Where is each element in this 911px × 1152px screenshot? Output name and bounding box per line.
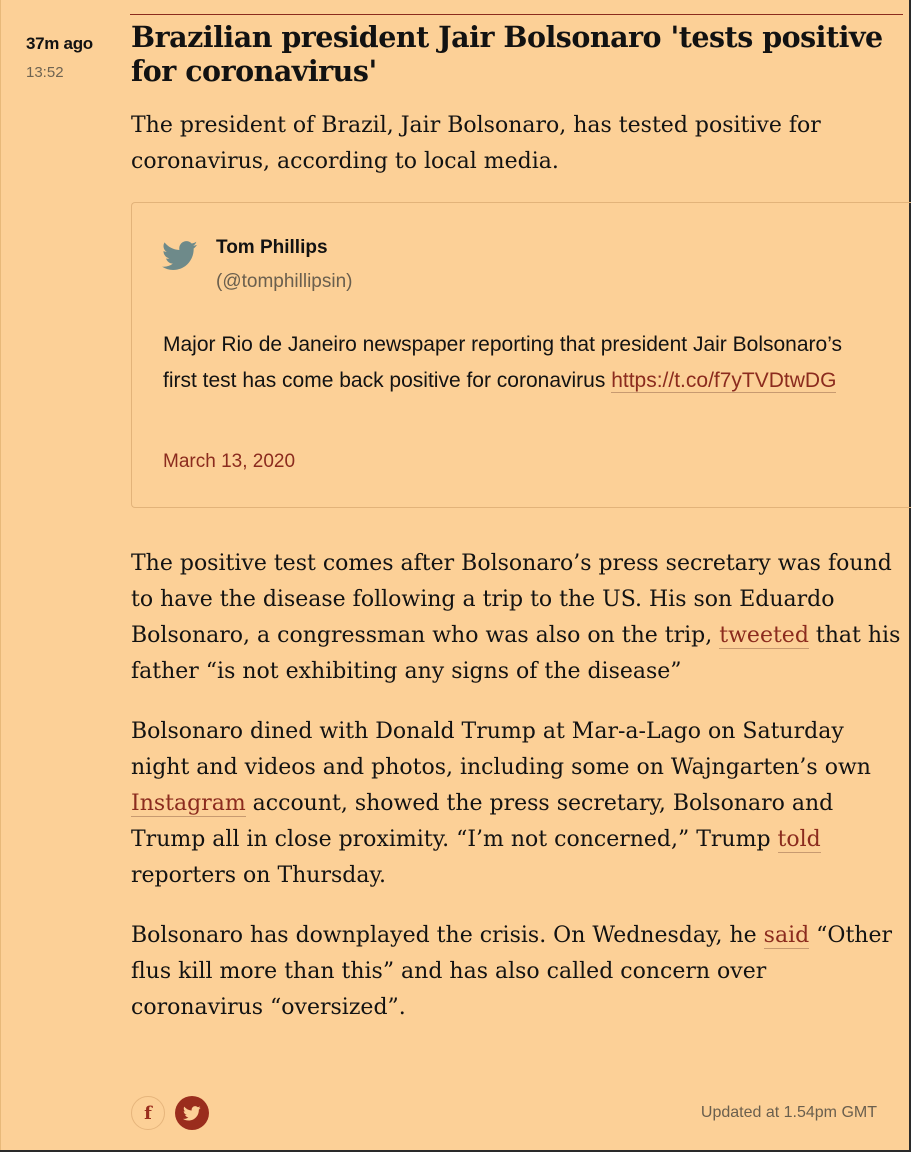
instagram-link[interactable]: Instagram <box>131 791 246 816</box>
twitter-share-icon <box>183 1106 201 1121</box>
paragraph-1-text-b: that his father “is not exhibiting any signs of the disease” <box>131 623 901 684</box>
entry-timestamp[interactable]: 13:52 <box>26 64 64 81</box>
facebook-icon: f <box>144 1102 152 1124</box>
paragraph-3-text-a: Bolsonaro has downplayed the crisis. On Wednesday, he <box>131 923 764 948</box>
tweet-body: Major Rio de Janeiro newspaper reporting that president Jair Bolsonaro’s first test has come back positive for coronavirus <box>163 333 842 392</box>
tweet-link[interactable]: https://t.co/f7yTVDtwDG <box>611 369 837 392</box>
twitter-bird-icon <box>162 241 198 271</box>
entry-footer <box>131 1096 877 1132</box>
updated-timestamp: Updated at 1.54pm GMT <box>700 1104 877 1121</box>
tweet-author-handle[interactable]: (@tomphillipsin) <box>216 271 353 292</box>
entry-divider <box>130 14 903 15</box>
embedded-tweet[interactable] <box>131 202 911 508</box>
paragraph-1-text-a: The positive test comes after Bolsonaro’s press secretary was found to have the disease following a trip to the US. His son Eduardo Bolsonaro, a congressman who was also on the trip, <box>131 551 892 648</box>
said-link[interactable]: said <box>763 923 810 948</box>
paragraph-3-text-b: “Other flus kill more than this” and has also called concern over coronavirus “oversized”. <box>131 923 893 1020</box>
share-twitter-button[interactable] <box>175 1096 209 1130</box>
paragraph-2-text-a: Bolsonaro dined with Donald Trump at Mar-a-Lago on Saturday night and videos and photos, including some on Wajngarten’s own <box>131 719 871 780</box>
paragraph-2-text-b: account, showed the press secretary, Bolsonaro and Trump all in close proximity. “I’m not concerned,” Trump <box>131 791 834 852</box>
tweet-text <box>163 327 863 399</box>
paragraph-1 <box>131 546 901 690</box>
entry-lead: The president of Brazil, Jair Bolsonaro, has tested positive for coronavirus, according to local media. <box>131 113 821 174</box>
share-facebook-button[interactable] <box>131 1096 165 1130</box>
tweet-author-name[interactable]: Tom Phillips <box>216 237 328 258</box>
paragraph-3 <box>131 918 901 1026</box>
frame-left <box>0 0 1 1152</box>
entry-headline: Brazilian president Jair Bolsonaro 'tests positive for coronavirus' <box>131 20 883 88</box>
paragraph-2 <box>131 714 901 894</box>
entry-content <box>131 20 901 1026</box>
paragraph-2-text-c: reporters on Thursday. <box>131 863 386 888</box>
relative-time[interactable]: 37m ago <box>26 34 93 53</box>
told-link[interactable]: told <box>777 827 821 852</box>
tweeted-link[interactable]: tweeted <box>719 623 809 648</box>
entry-meta <box>26 34 93 81</box>
tweet-date[interactable]: March 13, 2020 <box>163 451 296 472</box>
